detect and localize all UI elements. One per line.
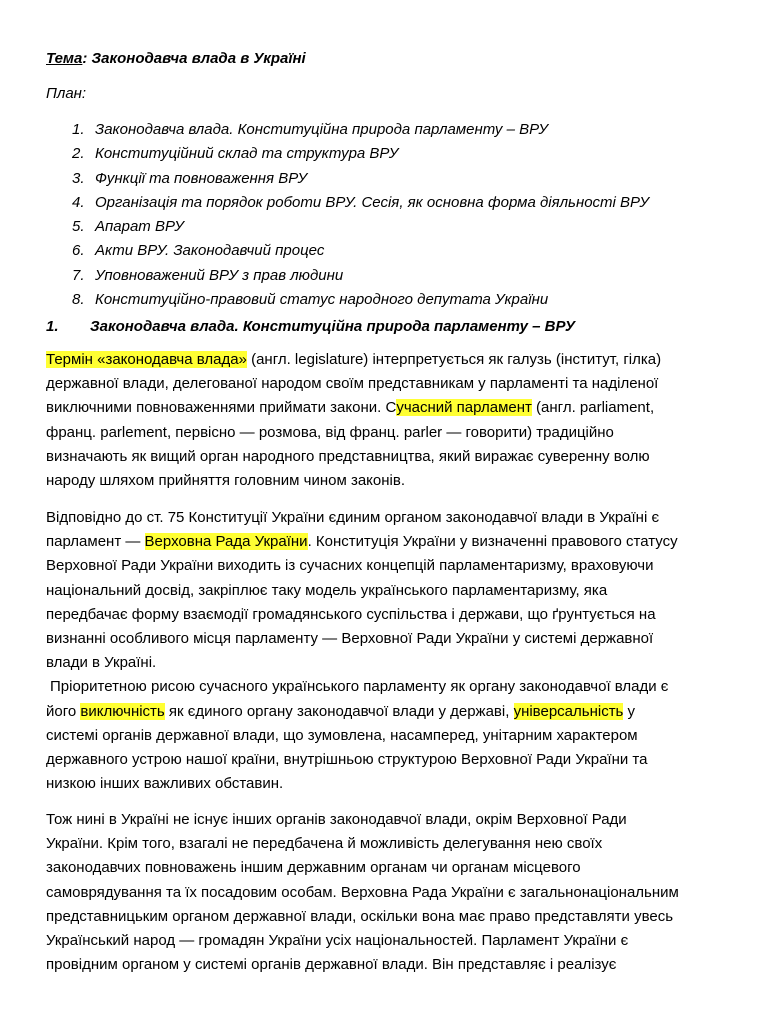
section-number: 1. xyxy=(46,318,59,335)
text-line: передбачає форму взаємодії громадянського суспільства і держави, що ґрунтується на xyxy=(46,605,656,623)
paragraph-3 xyxy=(46,808,722,977)
text-line: законодавчих повноважень іншим державним органам чи органам місцевого xyxy=(46,859,581,877)
plan-item xyxy=(72,142,649,166)
text-line: Український народ — громадян України усіх національностей. Парламент України є xyxy=(46,932,629,950)
paragraph-2 xyxy=(46,506,722,796)
plan-list xyxy=(72,118,649,312)
text-line: провідним органом у системі органів державної влади. Він представляє і реалізує xyxy=(46,956,617,974)
text-line: системі органів державної влади, що зумовлена, насамперед, унітарним характером xyxy=(46,726,638,744)
text-line: представницьким органом державної влади, оскільки вона має право представляти увесь xyxy=(46,907,674,925)
plan-item-text: Функції та повноваження ВРУ xyxy=(95,169,308,187)
plan-item-number: 3. xyxy=(72,169,85,187)
plan-item-number: 4. xyxy=(72,193,85,211)
highlighted-term: Термін «законодавча влада» xyxy=(46,351,247,368)
text-run: . Конституція України у визначенні правового статусу xyxy=(307,533,678,551)
text-line: державного устрою нашої країни, внутрішньою структурою Верховної Ради України та xyxy=(46,751,648,769)
topic-title: : Законодавча влада в Україні xyxy=(82,50,306,67)
plan-item-text: Конституційно-правовий статус народного депутата України xyxy=(95,291,549,309)
text-line xyxy=(46,348,722,372)
plan-item-text: Законодавча влада. Конституційна природа парламенту – ВРУ xyxy=(95,121,549,138)
plan-item-number: 8. xyxy=(72,291,85,309)
highlighted-term: універсальність xyxy=(513,702,624,720)
highlighted-term: виключність xyxy=(80,702,165,720)
text-line: народу шляхом прийняття головним чином законів. xyxy=(46,472,405,490)
plan-item xyxy=(72,239,649,263)
text-line: України. Крім того, взагалі не передбачена й можливість делегування нею своїх xyxy=(46,835,603,853)
text-line: національний досвід, закріплює таку модель українського парламентаризму, яка xyxy=(46,581,608,599)
plan-label: План: xyxy=(46,85,87,102)
text-line: Верховної Ради України виходить із сучасних концепцій парламентаризму, враховуючи xyxy=(46,557,654,575)
text-line: державної влади, делегованої народом своїм представникам у парламенті та наділеної xyxy=(46,375,659,393)
text-line: франц. parlement, первісно — розмова, від франц. parler — говорити) традиційно xyxy=(46,423,614,441)
plan-item-number: 1. xyxy=(72,121,85,138)
plan-item-text: Акти ВРУ. Законодавчий процес xyxy=(95,242,325,260)
section-title: Законодавча влада. Конституційна природа парламенту – ВРУ xyxy=(90,318,576,335)
highlighted-term: Верховна Рада України xyxy=(144,533,308,551)
plan-item-text: Уповноважений ВРУ з прав людини xyxy=(95,266,344,284)
section-heading xyxy=(46,318,575,335)
plan-item xyxy=(72,118,649,142)
plan-item-number: 2. xyxy=(72,145,85,163)
plan-item-number: 5. xyxy=(72,218,85,236)
plan-item xyxy=(72,215,649,239)
text-run: (англ. legislature) інтерпретується як галузь (інститут, гілка) xyxy=(246,351,662,368)
text-line xyxy=(46,530,722,554)
plan-item-text: Конституційний склад та структура ВРУ xyxy=(95,145,399,163)
text-run: парламент — xyxy=(46,533,145,551)
text-run: виключними повноваженнями приймати закони. С xyxy=(46,399,397,417)
text-line: Відповідно до ст. 75 Конституції України єдиним органом законодавчої влади в Україні є xyxy=(46,509,660,526)
text-run: у xyxy=(623,702,636,720)
paragraph-1 xyxy=(46,348,722,493)
text-line: влади в Україні. xyxy=(46,654,157,672)
plan-item xyxy=(72,167,649,191)
topic-label: Тема xyxy=(46,50,83,67)
plan-item-text: Організація та порядок роботи ВРУ. Сесія, як основна форма діяльності ВРУ xyxy=(95,193,649,211)
highlighted-term: учасний парламент xyxy=(396,399,532,417)
text-line: низкою інших важливих обставин. xyxy=(46,775,284,793)
document-topic xyxy=(46,50,306,67)
plan-item-number: 7. xyxy=(72,266,85,284)
text-line: самоврядування та їх посадовим особам. Верховна Рада України є загальнонаціональним xyxy=(46,883,679,901)
text-run: (англ. parliament, xyxy=(531,399,655,417)
plan-item xyxy=(72,264,649,288)
text-line: визнанні особливого місця парламенту — Верховної Ради України у системі державної xyxy=(46,630,654,648)
text-run: його xyxy=(46,702,81,720)
text-run: як єдиного органу законодавчої влади у державі, xyxy=(164,702,514,720)
text-line xyxy=(46,700,722,724)
plan-item xyxy=(72,191,649,215)
text-line: визначають як вищий орган народного представництва, який виражає суверенну волю xyxy=(46,447,650,465)
text-line: Тож нині в Україні не існує інших органів законодавчої влади, окрім Верховної Ради xyxy=(46,811,627,828)
plan-item-number: 6. xyxy=(72,242,85,260)
plan-item xyxy=(72,288,649,312)
plan-item-text: Апарат ВРУ xyxy=(95,218,184,236)
text-line: Пріоритетною рисою сучасного українського парламенту як органу законодавчої влади є xyxy=(50,678,669,696)
text-line xyxy=(46,396,722,420)
